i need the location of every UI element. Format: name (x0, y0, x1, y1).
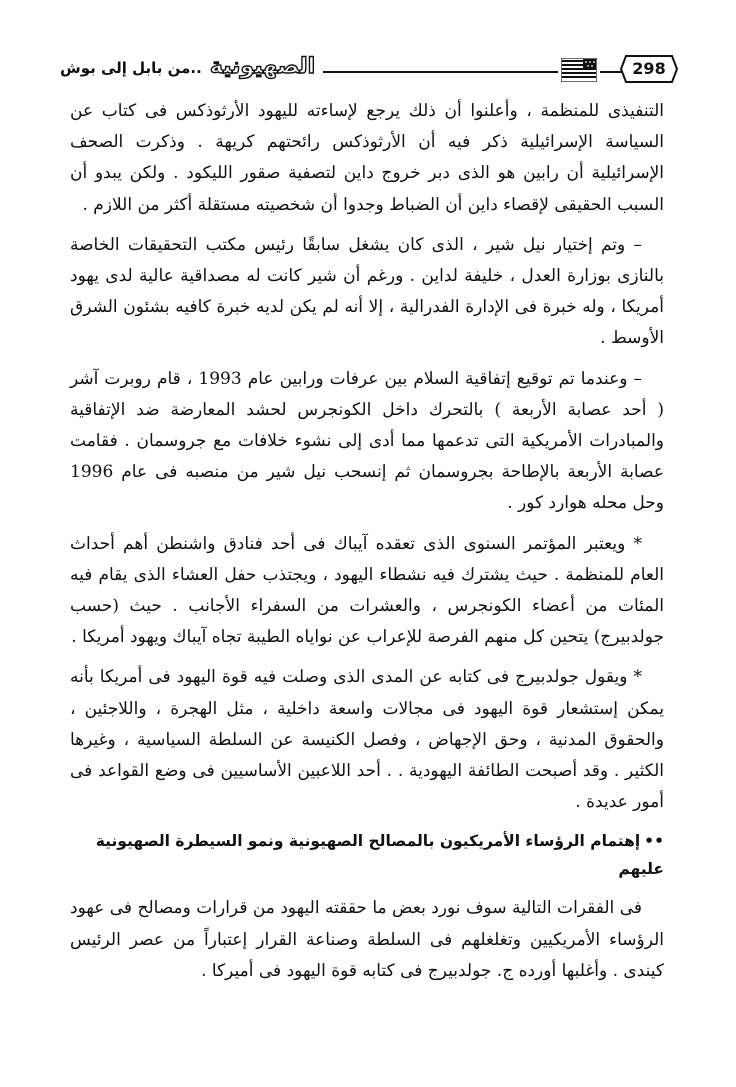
paragraph: – وتم إختيار نيل شير ، الذى كان يشغل سابقًا رئيس مكتب التحقيقات الخاصة بالنازى بوزارة العدل ، خليفة لداين . ورغم أن شير كانت له مصداقية عالية لدى يهود أمريكا ، وله خبرة فى الإدارة الفدرالية ، إلا أنه لم يكن لديه خبرة كافيه بشئون الشرق الأوسط . (70, 234, 664, 349)
section-heading-text: إهتمام الرؤساء الأمريكيون بالمصالح الصهيونية ونمو السيطرة الصهيونية عليهم (95, 832, 664, 879)
running-title (58, 54, 323, 79)
book-subtitle: ..من بابل إلى بوش (60, 59, 202, 77)
paragraph: فى الفقرات التالية سوف نورد بعض ما حققته اليهود من قرارات ومصالح فى عهود الرؤساء الأمريكيين وتغلغلهم فى السلطة وصناعة القرار إعتباراً من عصر الرئيس كيندى . وأغلبها أورده ج. جولدبيرج فى كتابه قوة اليهود فى أميركا . (70, 898, 664, 981)
paragraph: التنفيذى للمنظمة ، وأعلنوا أن ذلك يرجع لإساءته لليهود الأرثوذكس فى كتاب عن السياسة الإسرائيلية ذكر فيه أن الأرثوذكس رائحتهم كريهة . وذكرت الصحف الإسرائيلية أن رابين هو الذى دبر خروج داين لتصفية صقور الليكود . ولكن يبدو أن السبب الحقيقى لإقصاء داين أن الضباط وجدوا أن شخصيته مستقلة أكثر من اللازم . (70, 101, 664, 215)
page-body (70, 96, 664, 996)
paragraph: * ويعتبر المؤتمر السنوى الذى تعقده آيباك فى أحد فنادق واشنطن أهم أحداث العام للمنظمة . حيث يشترك فيه نشطاء اليهود ، ويجتذب حفل العشاء الذى يقام فيه المئات من أعضاء الكونجرس ، والعشرات من السفراء الأجانب . حيث (حسب جولدبيرج) يتحين كل منهم الفرصة للإعراب عن نواياه الطيبة تجاه آيباك ويهود أمريكا . (70, 533, 664, 648)
page-number: 298 (632, 59, 666, 78)
page-number-badge (620, 54, 678, 84)
paragraph: – وعندما تم توقيع إتفاقية السلام بين عرفات ورابين عام 1993 ، قام روبرت آشر ( أحد عصابة الأربعة ) بالتحرك داخل الكونجرس لحشد المعارضة ضد الإتفاقية والمبادرات الأمريكية التى تدعمها مما أدى إلى نشوء خلافات مع جروسمان . فقامت عصابة الأربعة بالإطاحة بجروسمان ثم إنسحب نيل شير من منصبه فى عام 1996 وحل محله هوارد كور . (70, 368, 664, 514)
section-heading (70, 827, 664, 883)
paragraph: * ويقول جولدبيرج فى كتابه عن المدى الذى وصلت فيه قوة اليهود فى أمريكا بأنه يمكن إستشعار قوة اليهود فى مجالات واسعة داخلية ، مثل الهجرة ، واللاجئين ، والحقوق المدنية ، وحق الإجهاض ، وفصل الكنيسة عن السلطة السياسية ، وغيرها الكثير . وقد أصبحت الطائفة اليهودية . . أحد اللاعبين الأساسيين فى وضع القواعد فى أمور عديدة . (70, 667, 664, 813)
heading-bullet: •• (644, 832, 664, 851)
us-flag-icon (558, 58, 600, 84)
page-header (58, 44, 678, 92)
book-title: الصهيونية (209, 54, 316, 79)
